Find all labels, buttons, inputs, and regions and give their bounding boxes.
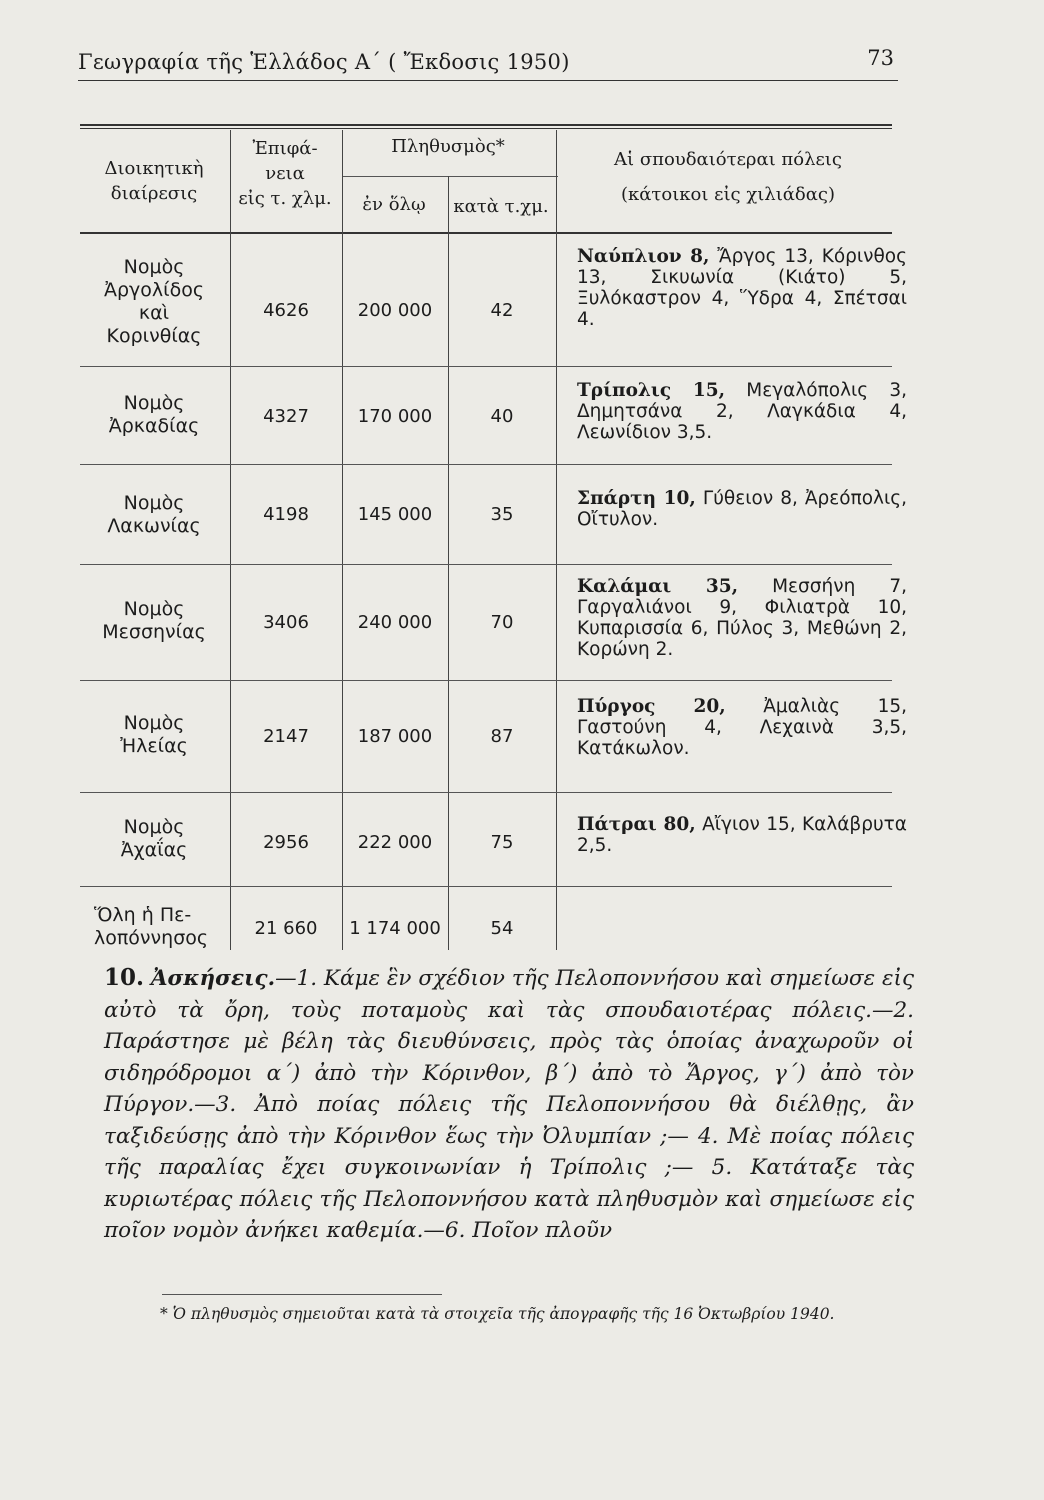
division-line: Νομὸς — [123, 392, 185, 414]
book-title: Γεωγραφία τῆς Ἑλλάδος Α΄ ( Ἔκδοσις 1950) — [78, 50, 570, 74]
table-row-division — [80, 598, 228, 644]
cities-cell — [577, 246, 907, 330]
header-pop-total: ἐν ὅλῳ — [362, 194, 426, 215]
row-rule — [80, 564, 892, 565]
row-rule — [80, 886, 892, 887]
pop-density-cell: 35 — [490, 504, 514, 525]
exercises-paragraph — [104, 962, 914, 1247]
pop-total-cell: 145 000 — [357, 504, 433, 525]
cities-cell — [577, 576, 907, 660]
exercise-text: —1. Κάμε ἓν σχέδιον τῆς Πελοποννήσου καὶ σημείωσε εἰς αὐτὸ τὰ ὄρη, τοὺς ποταμοὺς καὶ τὰς σπουδαιοτέρας πόλεις.—2. Παράστησε μὲ βέλη τὰς διευθύνσεις, πρὸς τὰς ὁποίας ἀναχωροῦν οἱ σιδηρόδρομοι α΄) ἀπὸ τὴν Κόρινθον, β΄) ἀπὸ τὸ Ἄργος, γ΄) ἀπὸ τὸν Πύργον.—3. Ἀπὸ ποίας πόλεις τῆς Πελοποννήσου θὰ διέλθῃς, ἂν ταξιδεύσῃς ἀπὸ τὴν Κόρινθον ἕως τὴν Ὀλυμπίαν ;— 4. Μὲ ποίας πόλεις τῆς παραλίας ἔχει συγκοινωνίαν ἡ Τρίπολις ;— 5. Κατάταξε τὰς κυριωτέρας πόλεις τῆς Πελοποννήσου κατὰ πληθυσμὸν καὶ σημείωσε εἰς ποῖον νομὸν ἀνήκει καθεμία.—6. Ποῖον πλοῦν — [104, 966, 914, 1243]
area-cell: 2956 — [263, 832, 309, 853]
division-line: Λακωνίας — [107, 515, 201, 537]
cities-cell — [577, 814, 907, 856]
cities-cell — [577, 380, 907, 443]
header-sub-rule — [342, 176, 558, 177]
header-cities-line: Αἱ σπουδαιότεραι πόλεις — [614, 149, 842, 170]
division-line: λοπόννησος — [94, 927, 209, 949]
running-header — [78, 44, 898, 81]
footnote-rule — [162, 1294, 442, 1295]
area-cell: 21 660 — [254, 918, 318, 939]
row-rule — [80, 464, 892, 465]
main-city: Τρίπολις 15, — [577, 380, 726, 401]
pop-density-cell: 42 — [490, 300, 514, 321]
area-cell: 4626 — [263, 300, 309, 321]
header-cities — [558, 142, 898, 212]
header-area-line: νεια — [265, 163, 305, 184]
pop-total-cell: 240 000 — [357, 612, 433, 633]
other-cities: Ἀμαλιὰς 15, Γαστούνη 4, Λεχαινὰ 3,5, Κατάκωλον. — [577, 696, 908, 759]
page-number: 73 — [867, 46, 894, 70]
column-line — [556, 130, 557, 950]
header-division-line: διαίρεσις — [110, 183, 198, 204]
main-city: Σπάρτη 10, — [577, 488, 696, 509]
main-city: Πύργος 20, — [577, 696, 726, 717]
pop-total-cell: 222 000 — [357, 832, 433, 853]
other-cities: Ἄργος 13, Κόρινθος 13, Σικυωνία (Κιάτο) 5, Ξυλόκαστρον 4, Ὕδρα 4, Σπέτσαι 4. — [577, 246, 907, 330]
header-area-line: εἰς τ. χλμ. — [238, 188, 332, 209]
table-row-division — [80, 392, 228, 438]
pop-total-cell: 200 000 — [357, 300, 433, 321]
area-cell: 4198 — [263, 504, 309, 525]
column-line — [230, 130, 231, 950]
pop-density-cell: 54 — [490, 918, 514, 939]
footnote: * Ὁ πληθυσμὸς σημειοῦται κατὰ τὰ στοιχεῖα τῆς ἀπογραφῆς τῆς 16 Ὀκτωβρίου 1940. — [160, 1305, 835, 1323]
header-population: Πληθυσμὸς* — [391, 136, 505, 157]
main-city: Πάτραι 80, — [577, 814, 696, 835]
header-division — [80, 156, 228, 206]
main-city: Ναύπλιον 8, — [577, 246, 710, 267]
division-line: Ὅλη ἡ Πε- — [94, 904, 192, 926]
other-cities: Γύθειον 8, Ἀρεόπολις, Οἴτυλον. — [577, 488, 908, 530]
division-line: Κορινθίας — [106, 325, 202, 347]
header-division-line: Διοικητικὴ — [104, 158, 204, 179]
other-cities: Αἴγιον 15, Καλάβρυτα 2,5. — [577, 814, 907, 856]
row-rule — [80, 680, 892, 681]
table-row-division — [80, 816, 228, 862]
pop-density-cell: 70 — [490, 612, 514, 633]
pop-density-cell: 87 — [490, 726, 514, 747]
division-line: Νομὸς — [123, 712, 185, 734]
pop-total-cell: 1 174 000 — [349, 918, 441, 939]
cities-cell — [577, 488, 907, 530]
division-line: Ἀργολίδος — [103, 279, 204, 301]
pop-density-cell: 40 — [490, 406, 514, 427]
main-city: Καλάμαι 35, — [577, 576, 739, 597]
division-line: Μεσσηνίας — [102, 621, 206, 643]
area-cell: 2147 — [263, 726, 309, 747]
column-line — [342, 130, 343, 950]
pop-total-cell: 187 000 — [357, 726, 433, 747]
division-line: Ἀχαΐας — [120, 839, 188, 861]
row-rule — [80, 366, 892, 367]
header-cities-line: (κάτοικοι εἰς χιλιάδας) — [620, 184, 835, 205]
row-rule — [80, 792, 892, 793]
pop-total-cell: 170 000 — [357, 406, 433, 427]
other-cities: Μεγαλόπολις 3, Δημητσάνα 2, Λαγκάδια 4, Λεωνίδιον 3,5. — [577, 380, 907, 443]
header-pop-density: κατὰ τ.χμ. — [453, 196, 549, 217]
table-row-division — [80, 256, 228, 348]
cities-cell — [577, 696, 907, 759]
pop-density-cell: 75 — [490, 832, 514, 853]
division-line: Νομὸς — [123, 598, 185, 620]
table-top-rule — [80, 124, 892, 126]
division-line: καὶ — [138, 302, 170, 324]
area-cell: 3406 — [263, 612, 309, 633]
other-cities: Μεσσήνη 7, Γαργαλιάνοι 9, Φιλιατρὰ 10, Κυπαρισσία 6, Πύλος 3, Μεθώνη 2, Κορώνη 2. — [577, 576, 907, 660]
population-table — [80, 124, 916, 956]
table-row-division — [80, 904, 230, 950]
exercise-number: 10. — [104, 964, 145, 991]
table-row-division — [80, 712, 228, 758]
division-line: Ἀρκαδίας — [108, 415, 200, 437]
exercise-title: Ἀσκήσεις. — [150, 966, 276, 991]
division-line: Νομὸς — [123, 816, 185, 838]
header-bottom-rule — [80, 232, 892, 234]
area-cell: 4327 — [263, 406, 309, 427]
division-line: Ἠλείας — [120, 735, 188, 757]
division-line: Νομὸς — [123, 492, 185, 514]
header-area-line: Ἐπιφά- — [252, 138, 318, 159]
header-area — [230, 136, 340, 211]
division-line: Νομὸς — [123, 256, 185, 278]
table-top-rule-thin — [80, 128, 892, 129]
table-row-division — [80, 492, 228, 538]
